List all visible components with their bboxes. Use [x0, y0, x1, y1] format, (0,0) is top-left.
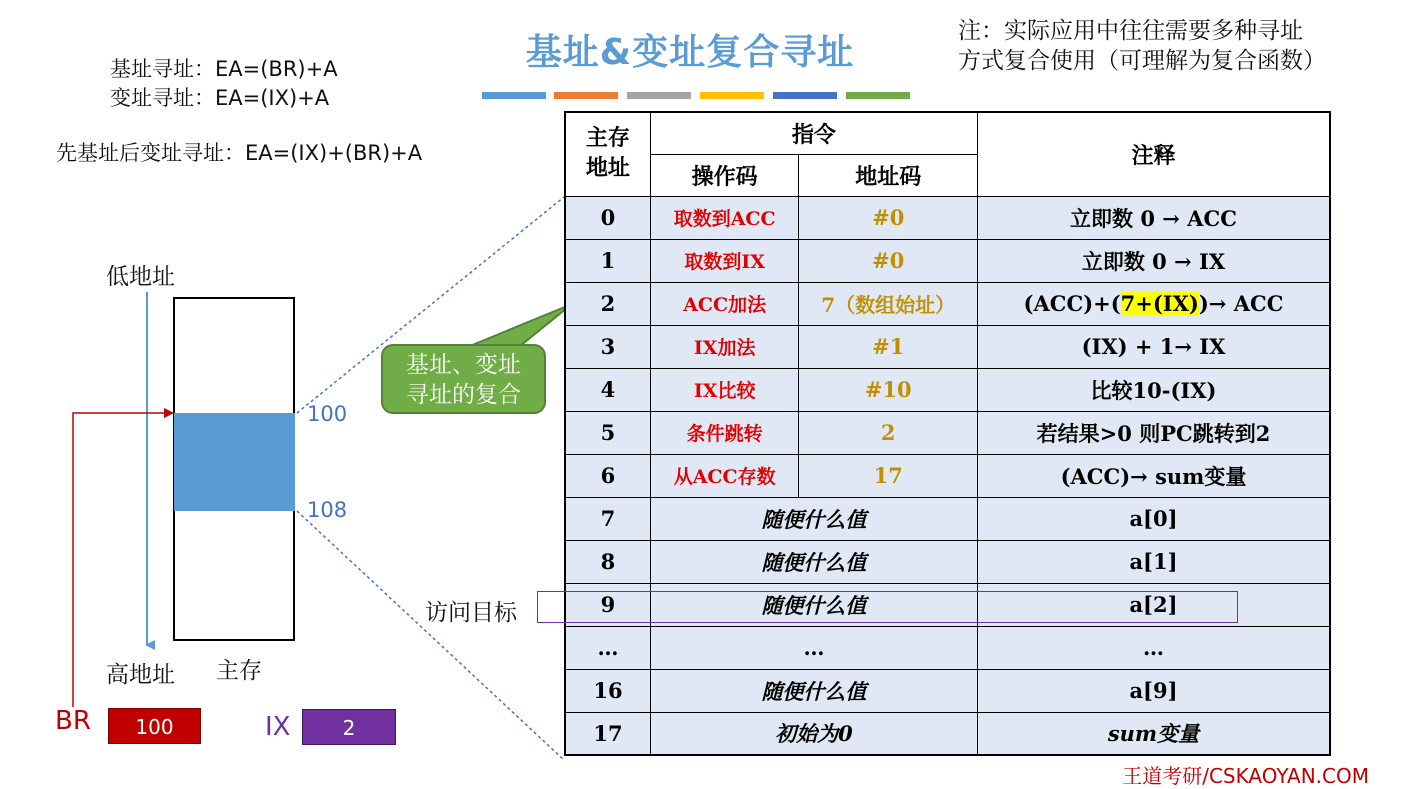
note-line-1: 注：实际应用中往往需要多种寻址 — [958, 18, 1303, 44]
access-target-label: 访问目标 — [425, 600, 517, 626]
comment-post: )→ ACC — [1198, 291, 1284, 316]
table-row — [565, 282, 1330, 325]
comment-pre: (ACC)+( — [1023, 291, 1121, 316]
callout-line-2: 寻址的复合 — [406, 382, 521, 408]
formula-combined: 先基址后变址寻址：EA=(IX)+(BR)+A — [56, 141, 423, 165]
cell-address-code: #0 — [799, 239, 978, 282]
cell-comment — [977, 282, 1330, 325]
cell-value: 初始为0 — [650, 712, 977, 755]
cell-addr: 5 — [565, 411, 650, 454]
footer-brand: 王道考研/CSKAOYAN.COM — [1122, 764, 1369, 788]
cell-addr: 3 — [565, 325, 650, 368]
array-block — [174, 413, 295, 511]
header-opcode: 操作码 — [650, 154, 799, 196]
cell-addr: 0 — [565, 196, 650, 239]
cell-addr: 8 — [565, 540, 650, 583]
cell-addr: 2 — [565, 282, 650, 325]
table-row — [565, 454, 1330, 497]
cell-addr: 7 — [565, 497, 650, 540]
cell-address-code: #10 — [799, 368, 978, 411]
cell-comment: a[1] — [977, 540, 1330, 583]
table-row — [565, 325, 1330, 368]
cell-value: 随便什么值 — [650, 497, 977, 540]
cell-comment: 立即数 0 → IX — [977, 239, 1330, 282]
ix-register-label: IX — [265, 712, 291, 742]
br-register-value: 100 — [108, 708, 201, 744]
cell-addr: 16 — [565, 669, 650, 712]
access-target-highlight — [537, 591, 1238, 623]
formula-index: 变址寻址：EA=(IX)+A — [110, 86, 330, 110]
cell-address-code: #1 — [799, 325, 978, 368]
cell-opcode: ACC加法 — [650, 282, 799, 325]
cell-comment: a[2] — [977, 583, 1330, 626]
cell-opcode: 取数到ACC — [650, 196, 799, 239]
header-address-code: 地址码 — [799, 154, 978, 196]
cell-addr: 4 — [565, 368, 650, 411]
cell-address-code: 7（数组始址） — [799, 282, 978, 325]
table-row — [565, 669, 1330, 712]
cell-comment: 比较10-(IX) — [977, 368, 1330, 411]
table-row — [565, 497, 1330, 540]
table-row — [565, 239, 1330, 282]
callout-line-1: 基址、变址 — [406, 352, 521, 378]
address-100-label: 100 — [307, 402, 348, 426]
cell-comment: 立即数 0 → ACC — [977, 196, 1330, 239]
cell-opcode: IX比较 — [650, 368, 799, 411]
cell-address-code: 17 — [799, 454, 978, 497]
cell-comment: a[9] — [977, 669, 1330, 712]
br-register-label: BR — [55, 706, 91, 736]
cell-addr: 1 — [565, 239, 650, 282]
cell-comment: 若结果>0 则PC跳转到2 — [977, 411, 1330, 454]
low-address-label: 低地址 — [106, 264, 175, 290]
header-instruction: 指令 — [650, 112, 977, 154]
formula-base: 基址寻址：EA=(BR)+A — [110, 57, 338, 81]
cell-address-code: #0 — [799, 196, 978, 239]
cell-address-code: 2 — [799, 411, 978, 454]
ix-register-value: 2 — [302, 709, 396, 745]
address-108-label: 108 — [307, 498, 348, 522]
instruction-table — [564, 111, 1331, 756]
cell-value: 随便什么值 — [650, 540, 977, 583]
cell-value: 随便什么值 — [650, 583, 977, 626]
header-comment: 注释 — [977, 112, 1330, 196]
header-main-address — [565, 112, 650, 196]
note-line-2: 方式复合使用（可理解为复合函数） — [958, 48, 1326, 74]
cell-comment: a[0] — [977, 497, 1330, 540]
header-main-address-text: 主存地址 — [585, 126, 630, 182]
page-title: 基址&变址复合寻址 — [525, 32, 855, 73]
cell-opcode: 条件跳转 — [650, 411, 799, 454]
cell-comment: (IX) + 1→ IX — [977, 325, 1330, 368]
cell-addr: … — [565, 626, 650, 669]
cell-addr: 9 — [565, 583, 650, 626]
cell-comment: (ACC)→ sum变量 — [977, 454, 1330, 497]
comment-highlight: 7+(IX) — [1120, 291, 1199, 316]
cell-addr: 17 — [565, 712, 650, 755]
cell-addr: 6 — [565, 454, 650, 497]
cell-value: … — [650, 626, 977, 669]
table-row — [565, 368, 1330, 411]
composite-callout — [381, 344, 546, 414]
table-row — [565, 712, 1330, 755]
callout-pointer — [470, 304, 572, 346]
cell-value: 随便什么值 — [650, 669, 977, 712]
cell-comment: … — [977, 626, 1330, 669]
table-row — [565, 626, 1330, 669]
cell-comment: sum变量 — [977, 712, 1330, 755]
table-header-row — [565, 112, 1330, 154]
table-row — [565, 540, 1330, 583]
table-row — [565, 196, 1330, 239]
cell-opcode: 取数到IX — [650, 239, 799, 282]
high-address-label: 高地址 — [106, 662, 175, 688]
main-memory-label: 主存 — [216, 658, 262, 684]
cell-opcode: IX加法 — [650, 325, 799, 368]
table-row — [565, 411, 1330, 454]
cell-opcode: 从ACC存数 — [650, 454, 799, 497]
